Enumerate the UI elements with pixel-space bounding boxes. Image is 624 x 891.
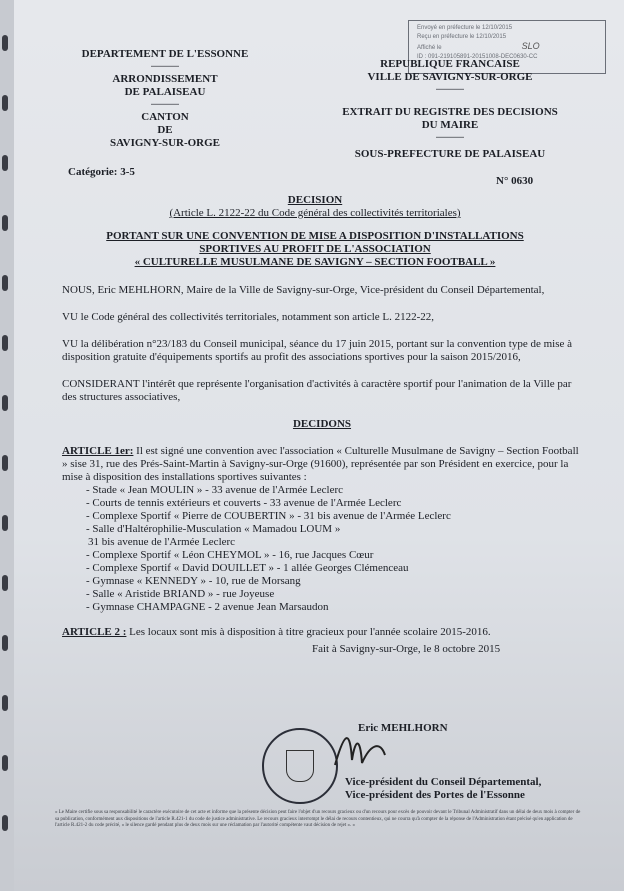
stamp-posted	[417, 42, 597, 53]
preamble-vu-2: VU la délibération n°23/183 du Conseil municipal, séance du 17 juin 2015, portant sur la convention type de mise à disposition gratuite d'équipements sportifs au profit des associations sportives pour la saison 2015/2016,	[62, 338, 572, 363]
town: VILLE DE SAVIGNY-SUR-ORGE	[367, 71, 533, 83]
preamble-vu-1: VU le Code général des collectivités territoriales, notamment son article L. 2122-22,	[62, 311, 435, 323]
list-item-address: 31 bis avenue de l'Armée Leclerc	[88, 536, 236, 548]
place-date: Fait à Savigny-sur-Orge, le 8 octobre 2015	[312, 643, 501, 655]
legal-footer: « Le Maire certifie sous sa responsabilité le caractère exécutoire de cet acte et informe que la présente décision peut faire l'objet d'un recours gracieux ou d'un recours pour excès de pouvoir devant le Tribunal Administratif dans un délai de deux mois à compter de sa publication, conformément aux dispositions de l'article R.421-1 du code de justice administrative. Le recours gracieux interrompt le délai de recours contentieux, qui ne courra qu'à compter de la réponse de l'Administration étant précisé qu'en application de l'article R.421-2 du code précité, « le silence gardé pendant plus de deux mois sur une réclamation par l'autorité compétente vaut décision de rejet ». »	[55, 810, 581, 828]
republic: REPUBLIQUE FRANCAISE	[380, 58, 520, 70]
article-1	[62, 445, 582, 484]
canton-name: SAVIGNY-SUR-ORGE	[109, 137, 221, 149]
list-item: - Salle « Aristide BRIAND » - rue Joyeuse	[86, 588, 582, 601]
list-item: - Complexe Sportif « Léon CHEYMOL » - 16, rue Jacques Cœur	[86, 549, 582, 562]
stamp-received: Reçu en préfecture le 12/10/2015	[417, 34, 507, 40]
signatory-role-1: Vice-président du Conseil Départemental,	[345, 776, 542, 788]
canton: CANTON	[141, 111, 189, 123]
subject-line-1: PORTANT SUR UNE CONVENTION DE MISE A DISPOSITION D'INSTALLATIONS	[106, 230, 524, 242]
category: Catégorie: 3-5	[68, 166, 135, 178]
list-item: - Stade « Jean MOULIN » - 33 avenue de l'Armée Leclerc	[86, 484, 582, 497]
preamble-considerant: CONSIDERANT l'intérêt que représente l'organisation d'activités à caractère sportif pour l'animation de la Ville par des structures associatives,	[62, 378, 572, 403]
title-block	[100, 194, 530, 269]
preamble-nous: NOUS, Eric MEHLHORN, Maire de la Ville de Savigny-sur-Orge, Vice-président du Conseil Départemental,	[62, 284, 545, 296]
signatory-name: Eric MEHLHORN	[358, 722, 448, 734]
body	[62, 284, 582, 656]
decision-number: N° 0630	[496, 175, 534, 187]
arrondissement-name: DE PALAISEAU	[124, 86, 206, 98]
article-reference: (Article L. 2122-22 du Code général des collectivités territoriales)	[169, 207, 461, 219]
extract-title: EXTRAIT DU REGISTRE DES DECISIONS	[342, 106, 558, 118]
arrondissement: ARRONDISSEMENT	[112, 73, 218, 85]
subject-line-2: SPORTIVES AU PROFIT DE L'ASSOCIATION	[199, 243, 431, 255]
sub-prefecture: SOUS-PREFECTURE DE PALAISEAU	[354, 148, 546, 160]
facility-list	[62, 484, 582, 614]
stamp-mark: SLO	[521, 41, 540, 51]
town-seal	[262, 728, 338, 804]
left-header: DEPARTEMENT DE L'ESSONNE .............. ARRONDISSEMENT DE PALAISEAU .............. CANTON DE SAVIGNY-SUR-ORGE	[60, 48, 270, 150]
extract-subtitle: DU MAIRE	[421, 119, 479, 131]
list-item: - Gymnase « KENNEDY » - 10, rue de Morsang	[86, 575, 582, 588]
list-item: - Complexe Sportif « Pierre de COUBERTIN » - 31 bis avenue de l'Armée Leclerc	[86, 510, 582, 523]
article-2-label: ARTICLE 2 :	[62, 626, 127, 638]
article-1-text: Il est signé une convention avec l'association « Culturelle Musulmane de Savigny – Section Football » sise 31, rue des Prés-Saint-Martin à Savigny-sur-Orge (91600), représentée par son Président en exercice, pour la mise à disposition des installations sportives suivantes :	[62, 445, 579, 483]
binding-edge	[0, 0, 14, 891]
stamp-sent: Envoyé en préfecture le 12/10/2015	[417, 25, 513, 31]
subject-line-3: « CULTURELLE MUSULMANE DE SAVIGNY – SECTION FOOTBALL »	[134, 256, 496, 268]
stamp-id: ID : 091-219105891-20151008-DEC0630-CC	[417, 54, 538, 60]
list-item: - Salle d'Haltérophilie-Musculation « Mamadou LOUM »	[86, 523, 582, 536]
article-2	[62, 626, 582, 639]
right-header: REPUBLIQUE FRANCAISE VILLE DE SAVIGNY-SUR-ORGE .............. EXTRAIT DU REGISTRE DES DECISIONS DU MAIRE .............. SOUS-PREFECTURE DE PALAISEAU	[330, 58, 570, 161]
stamp-posted-label: Affiché le	[417, 45, 442, 51]
list-item: - Gymnase CHAMPAGNE - 2 avenue Jean Marsaudon	[86, 601, 582, 614]
article-2-text: Les locaux sont mis à disposition à titre gracieux pour l'année scolaire 2015-2016.	[126, 626, 491, 638]
article-1-label: ARTICLE 1er:	[62, 445, 134, 457]
list-item: - Courts de tennis extérieurs et couverts - 33 avenue de l'Armée Leclerc	[86, 497, 582, 510]
decision-heading: DECISION	[287, 194, 343, 206]
list-item: - Complexe Sportif « David DOUILLET » - 1 allée Georges Clémenceau	[86, 562, 582, 575]
signatory-role-2: Vice-président des Portes de l'Essonne	[345, 789, 525, 801]
decidons-heading: DECIDONS	[292, 418, 352, 430]
canton-de: DE	[157, 124, 173, 136]
department: DEPARTEMENT DE L'ESSONNE	[81, 48, 249, 60]
